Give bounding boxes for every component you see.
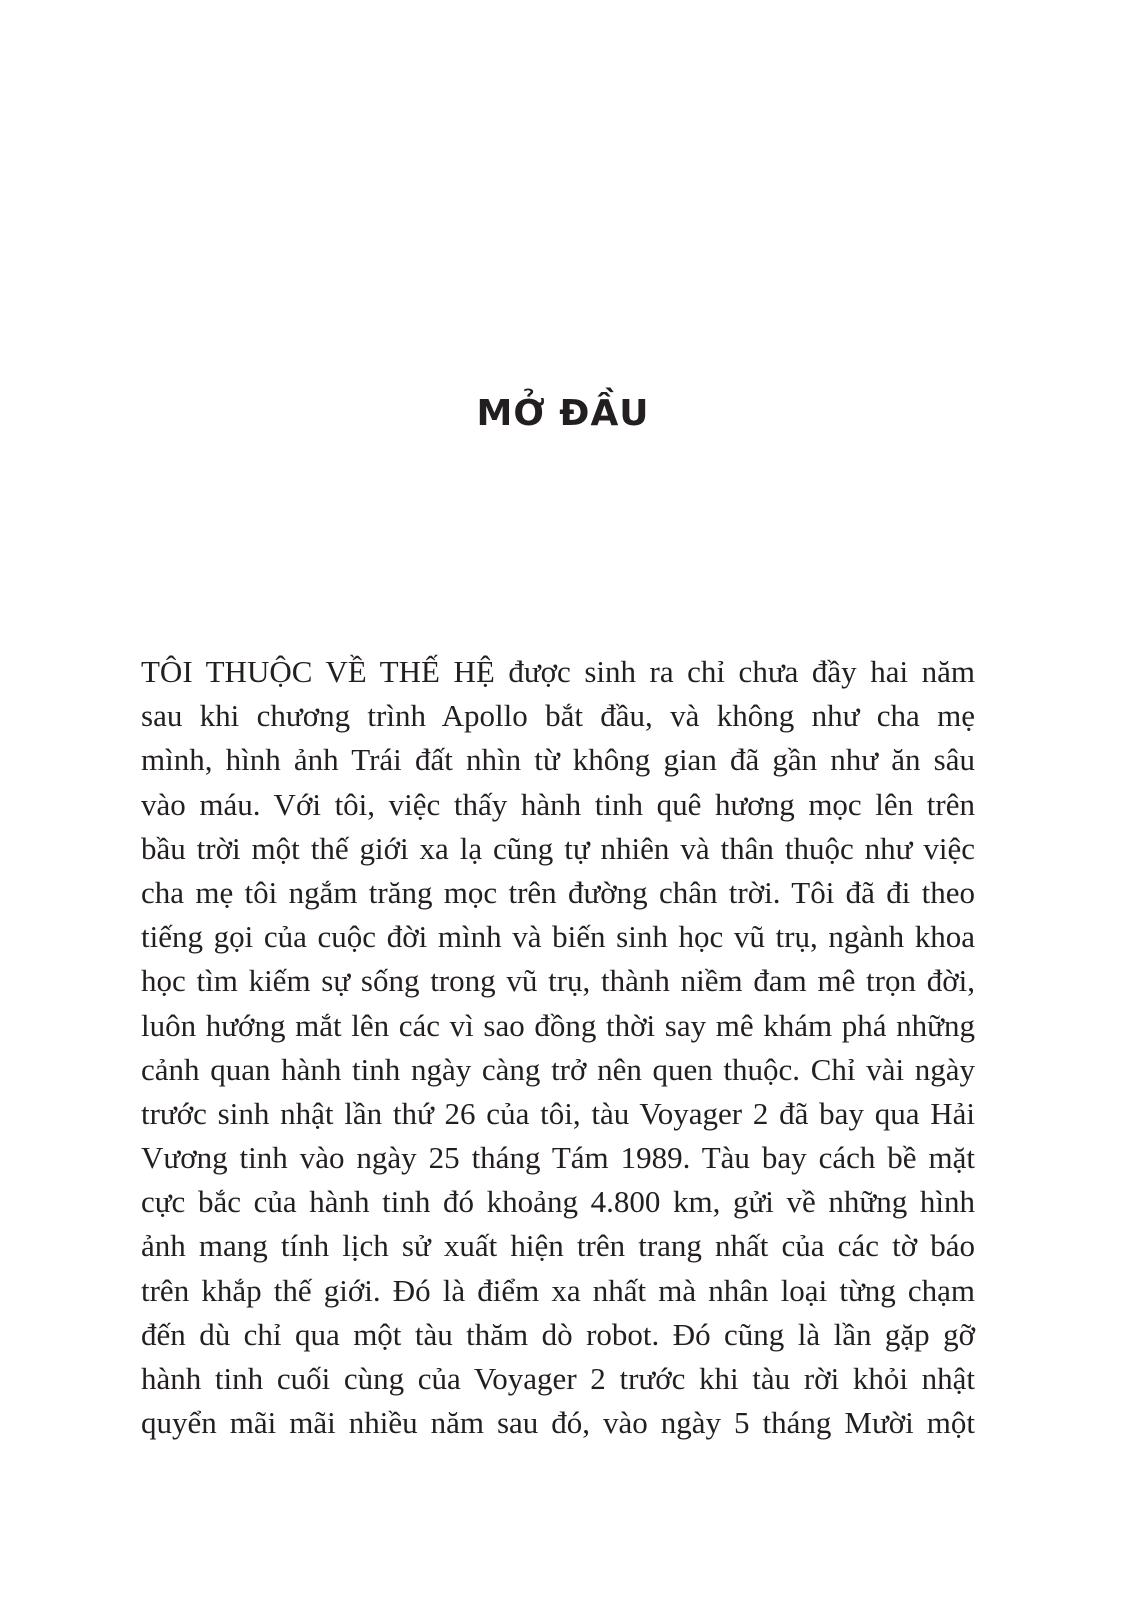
text-line: cảnh quan hành tinh ngày càng trở nên quen thuộc. Chỉ vài ngày — [141, 1051, 975, 1087]
text-line: TÔI THUỘC VỀ THẾ HỆ được sinh ra chỉ chưa đầy hai năm — [141, 654, 975, 689]
text-line: mình, hình ảnh Trái đất nhìn từ không gian đã gần như ăn sâu — [141, 742, 975, 778]
text-line: luôn hướng mắt lên các vì sao đồng thời say mê khám phá những — [141, 1007, 975, 1043]
text-line: hành tinh cuối cùng của Voyager 2 trước khi tàu rời khỏi nhật — [141, 1361, 975, 1396]
chapter-title: MỞ ĐẦU — [476, 393, 650, 434]
text-line: cha mẹ tôi ngắm trăng mọc trên đường chân trời. Tôi đã đi theo — [141, 874, 975, 910]
text-line: sau khi chương trình Apollo bắt đầu, và không như cha mẹ — [141, 698, 975, 734]
text-line: bầu trời một thế giới xa lạ cũng tự nhiên và thân thuộc như việc — [141, 830, 975, 866]
text-line: trước sinh nhật lần thứ 26 của tôi, tàu Voyager 2 đã bay qua Hải — [141, 1095, 975, 1131]
text-line: trên khắp thế giới. Đó là điểm xa nhất mà nhân loại từng chạm — [141, 1272, 975, 1308]
text-line: quyển mãi mãi nhiều năm sau đó, vào ngày 5 tháng Mười một — [141, 1405, 975, 1441]
body-paragraph — [141, 650, 975, 1445]
text-line: tiếng gọi của cuộc đời mình và biến sinh học vũ trụ, ngành khoa — [141, 919, 975, 955]
text-line: Vương tinh vào ngày 25 tháng Tám 1989. Tàu bay cách bề mặt — [141, 1140, 975, 1176]
text-line: đến dù chỉ qua một tàu thăm dò robot. Đó cũng là lần gặp gỡ — [141, 1316, 975, 1352]
text-line: ảnh mang tính lịch sử xuất hiện trên trang nhất của các tờ báo — [141, 1228, 975, 1264]
text-line: học tìm kiếm sự sống trong vũ trụ, thành niềm đam mê trọn đời, — [141, 963, 975, 999]
text-line: cực bắc của hành tinh đó khoảng 4.800 km, gửi về những hình — [141, 1184, 975, 1220]
text-line: vào máu. Với tôi, việc thấy hành tinh quê hương mọc lên trên — [141, 786, 975, 822]
